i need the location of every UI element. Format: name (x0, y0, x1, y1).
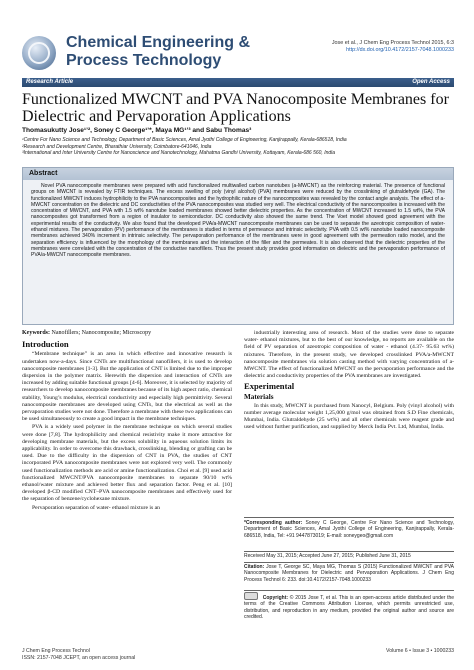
citation-note (244, 564, 454, 583)
affiliation-1: ¹Centre For Nano Science and Technology, Department of Basic Sciences, Amal Jyothi College of Engineering, Kanjirappally, Kerala-686518, India (22, 137, 347, 143)
abstract-heading: Abstract (23, 168, 453, 180)
citation-text: Jose T, George SC, Maya MG, Thomas S (2015) Functionalized MWCNT and PVA Nanocomposite Membranes for Dielectric and Pervaporation Applications. J Chem Eng Process Technol 6: 233. doi:10.4172/2157-7048.1000233 (244, 564, 455, 583)
journal-name: Chemical Engineering & Process Technology (66, 34, 251, 69)
abstract-box (22, 167, 454, 325)
creative-commons-icon (244, 592, 258, 600)
copyright-text: © 2015 Jose T, et al. This is an open-access article distributed under the terms of the Creative Commons Attribution License, which permits unrestricted use, distribution, and reproduction in any medium, provided the original author and source are credited. (244, 595, 455, 621)
copyright-label: Copyright: (262, 595, 289, 601)
introduction-heading: Introduction (22, 339, 69, 350)
intro-paragraph-3: Pervaporation separation of water- ethanol mixture is an (32, 504, 160, 511)
keywords-line (22, 330, 232, 337)
affiliations (22, 137, 454, 157)
author-list: Thomasukutty Jose¹ʼ², Soney C George¹ʼ*, Maya MG¹ʼ³ and Sabu Thomas³ (22, 127, 252, 134)
footnote-divider (244, 551, 454, 552)
journal-header (0, 0, 474, 78)
intro-paragraph-2: PVA is a widely used polymer in the membrane technique on which several studies were done [7,8]. The hydrophilicity and chemical resistivity make it more attractive for developing membrane materials, but the excess solubility in aqueous solution limits its applicability. In order to overcome this drawback, crosslinking, blending or grafting can be used. Due to the difficulty in the dispersion of CNT in PVA, the studies of CNT incorporated PVA nanocomposite membranes were not explored very well. The commonly used functionalization methods are acid or amine functionalization. Choi et al. [9] used acid functionalized MWCNT/PVA nanocomposite membranes to separate 90/10 wt% ethanol/water mixture and achieved better flux and separation factor. Peng et al. [10] developed β-CD modified CNT–PVA nanocomposite membranes and effectively used for the separation of benzene/cyclohexane mixture. (22, 424, 232, 503)
affiliation-3: ³International and Inter University Centre for Nanoscience and Nanotechnology, Mahatma Gandhi University, Kottayam, Kerala-686 560, India (22, 150, 336, 157)
doi-link[interactable]: http://dx.doi.org/10.4172/2157-7048.1000233 (346, 47, 454, 53)
materials-paragraph: In this study, MWCNT is purchased from Nanocyl, Belgium. Poly (vinyl alcohol) with number average molecular weight 1,25,000 g/mol was obtained from S.D Fine chemicals, Mumbai, India. Glutraldehyde (25 wt%) and all other chemicals were reagent grade and used without further purification, and supplied by Merck India Pvt. Ltd, Mumbai, India. (244, 402, 454, 431)
affiliation-2: ²Research and Development Centre, Bharathiar University, Coimbatore-641046, India (22, 143, 212, 150)
section-bar (22, 78, 454, 87)
intro-paragraph-continued: industrially interesting area of research. Most of the studies were done to separate water- ethanol mixtures, but to the best of our knowledge, no reports are available on the field of PV separation of azeotropic composition of water - ethanol (4.37- 95.63 wt%) mixtures. Therefore, in the present study, we developed crosslinked PVA/a-MWCNT nanocomposite membranes via solution casting method with varying concentration of a-MWCNT. The effect of functionalized MWCNT on the pervaporation performance and the dielectric and conductivity properties of the PVA membranes are investigated. (244, 330, 454, 380)
copyright-note (244, 592, 454, 621)
keywords-text: Nanofillers; Nanocomposite; Microscopy (51, 330, 152, 336)
footer-issn: ISSN: 2157-7048 JCEPT, an open access journal (22, 654, 136, 661)
corresponding-label: *Corresponding author: (244, 520, 303, 526)
left-column (22, 330, 232, 513)
dates-note: Received May 31, 2015; Accepted June 27, 2015; Published June 31, 2015 (244, 553, 411, 559)
citation-label: Citation: (244, 564, 265, 570)
footnote-divider (244, 590, 454, 591)
citation-line: Jose et al., J Chem Eng Process Technol 2015, 6:3 (331, 40, 454, 46)
footer-journal: J Chem Eng Process Technol (22, 648, 90, 654)
materials-heading: Materials (244, 392, 274, 401)
footnote-divider (244, 517, 454, 518)
right-column (244, 330, 454, 433)
footer-volume: Volume 6 • Issue 3 • 1000233 (386, 648, 454, 654)
corresponding-author-note (244, 520, 454, 539)
page-footer (22, 648, 454, 661)
experimental-heading: Experimental (244, 381, 295, 392)
journal-logo-icon (22, 36, 56, 70)
corresponding-text: Soney C George, Centre For Nano Science and Technology, Department of Basic Sciences, Amal Jyothi College of Engineering, Kanjirappally, Kerala-686518, India, Tel: +91 9447873019; E-mail: soneygeo@gmail.com (244, 520, 454, 539)
open-access-label: Open Access (412, 79, 450, 85)
article-type: Research Article (26, 79, 74, 85)
intro-paragraph-1: “Membrane technique” is an area in which effective and innovative research is undertaken now-a-days. Since CNTs are multifunctional nanofillers, it is used to develop nanocomposite membranes [1-3]. But the application of CNT is limited due to the improper dispersion in the polymer matrix. Herewith the dispersion and interaction of CNTs are increased by adding suitable functional groups [4-6]. Moreover, it is selected by majority of researchers to develop nanocomposite membranes because of its high aspect ratio, chemical stability, Young’s modulus, electrical conductivity and especially high permittivity. Several nanocomposite membranes are developed using CNTs, but the electrical as well as the pervaporation studies were not done. Therefore a membrane with these two applications can be used simultaneously to create a good impact in the membrane techniques. (22, 351, 232, 423)
article-title: Functionalized MWCNT and PVA Nanocomposite Membranes for Dielectric and Pervaporation Applications (22, 91, 449, 125)
abstract-text: Novel PVA nanocomposite membranes were prepared with acid functionalized multiwalled carbon nanotubes (a-MWCNT) as the reinforcing material. The presence of functional groups on MWCNT is revealed by FTIR techniques. The excess swelling of poly (vinyl alcohol) (PVA) membranes were reduced by the crosslinking of glutraldehyde (GA). The functionalized MWCNT induces hydrophilicity to the PVA nanocomposites and the hydrophilic nature of the nanocomposites was revealed by the contact angle analysis. The effect of a-MWCNT concentration on the dielectric and DC conductivities of the PVA nanocomposites was studied very well. The electrical conductivity of the nanocomposites is increased with the concentration of MWCNT, and PVA with 1.5 wt% nanotube loaded membranes showed better dielectric properties. As the concentration of MWCNT increased to 1.5 wt%, the PVA nanocomposites got transformed from a region of insulator to semiconductor. DC conductivity also showed the same trend. The Voet model showed good agreement with the experimental results of the conductivity. We also found that the developed PVA/a-MWCNT nanocomposite membranes can be used to separate the azeotropic composition of water-ethanol mixtures. The pervaporation (PV) performance of the membranes is studied in terms of permeance and intrinsic selectivity. PVA with 0.5 wt% nanotube loaded nanocomposite membranes achieved 340% increment in intrinsic selectivity. The pervaporation performance of the membranes were in good agreement with the permeation ratio model, and the separation efficiency is influenced by the morphology of the membranes and the interaction of the filler and the permeates. It is also observed that the dielectric properties of the membranes were correlated with the concentration of the conductive nanofillers. Thus the present study provides good information on dielectric and the pervaporation performance of PVA/a-MWCNT nanocomposite membranes. (31, 183, 445, 259)
keywords-label: Keywords: (22, 330, 50, 336)
footnote-divider (244, 562, 454, 563)
citation-block (254, 40, 454, 54)
